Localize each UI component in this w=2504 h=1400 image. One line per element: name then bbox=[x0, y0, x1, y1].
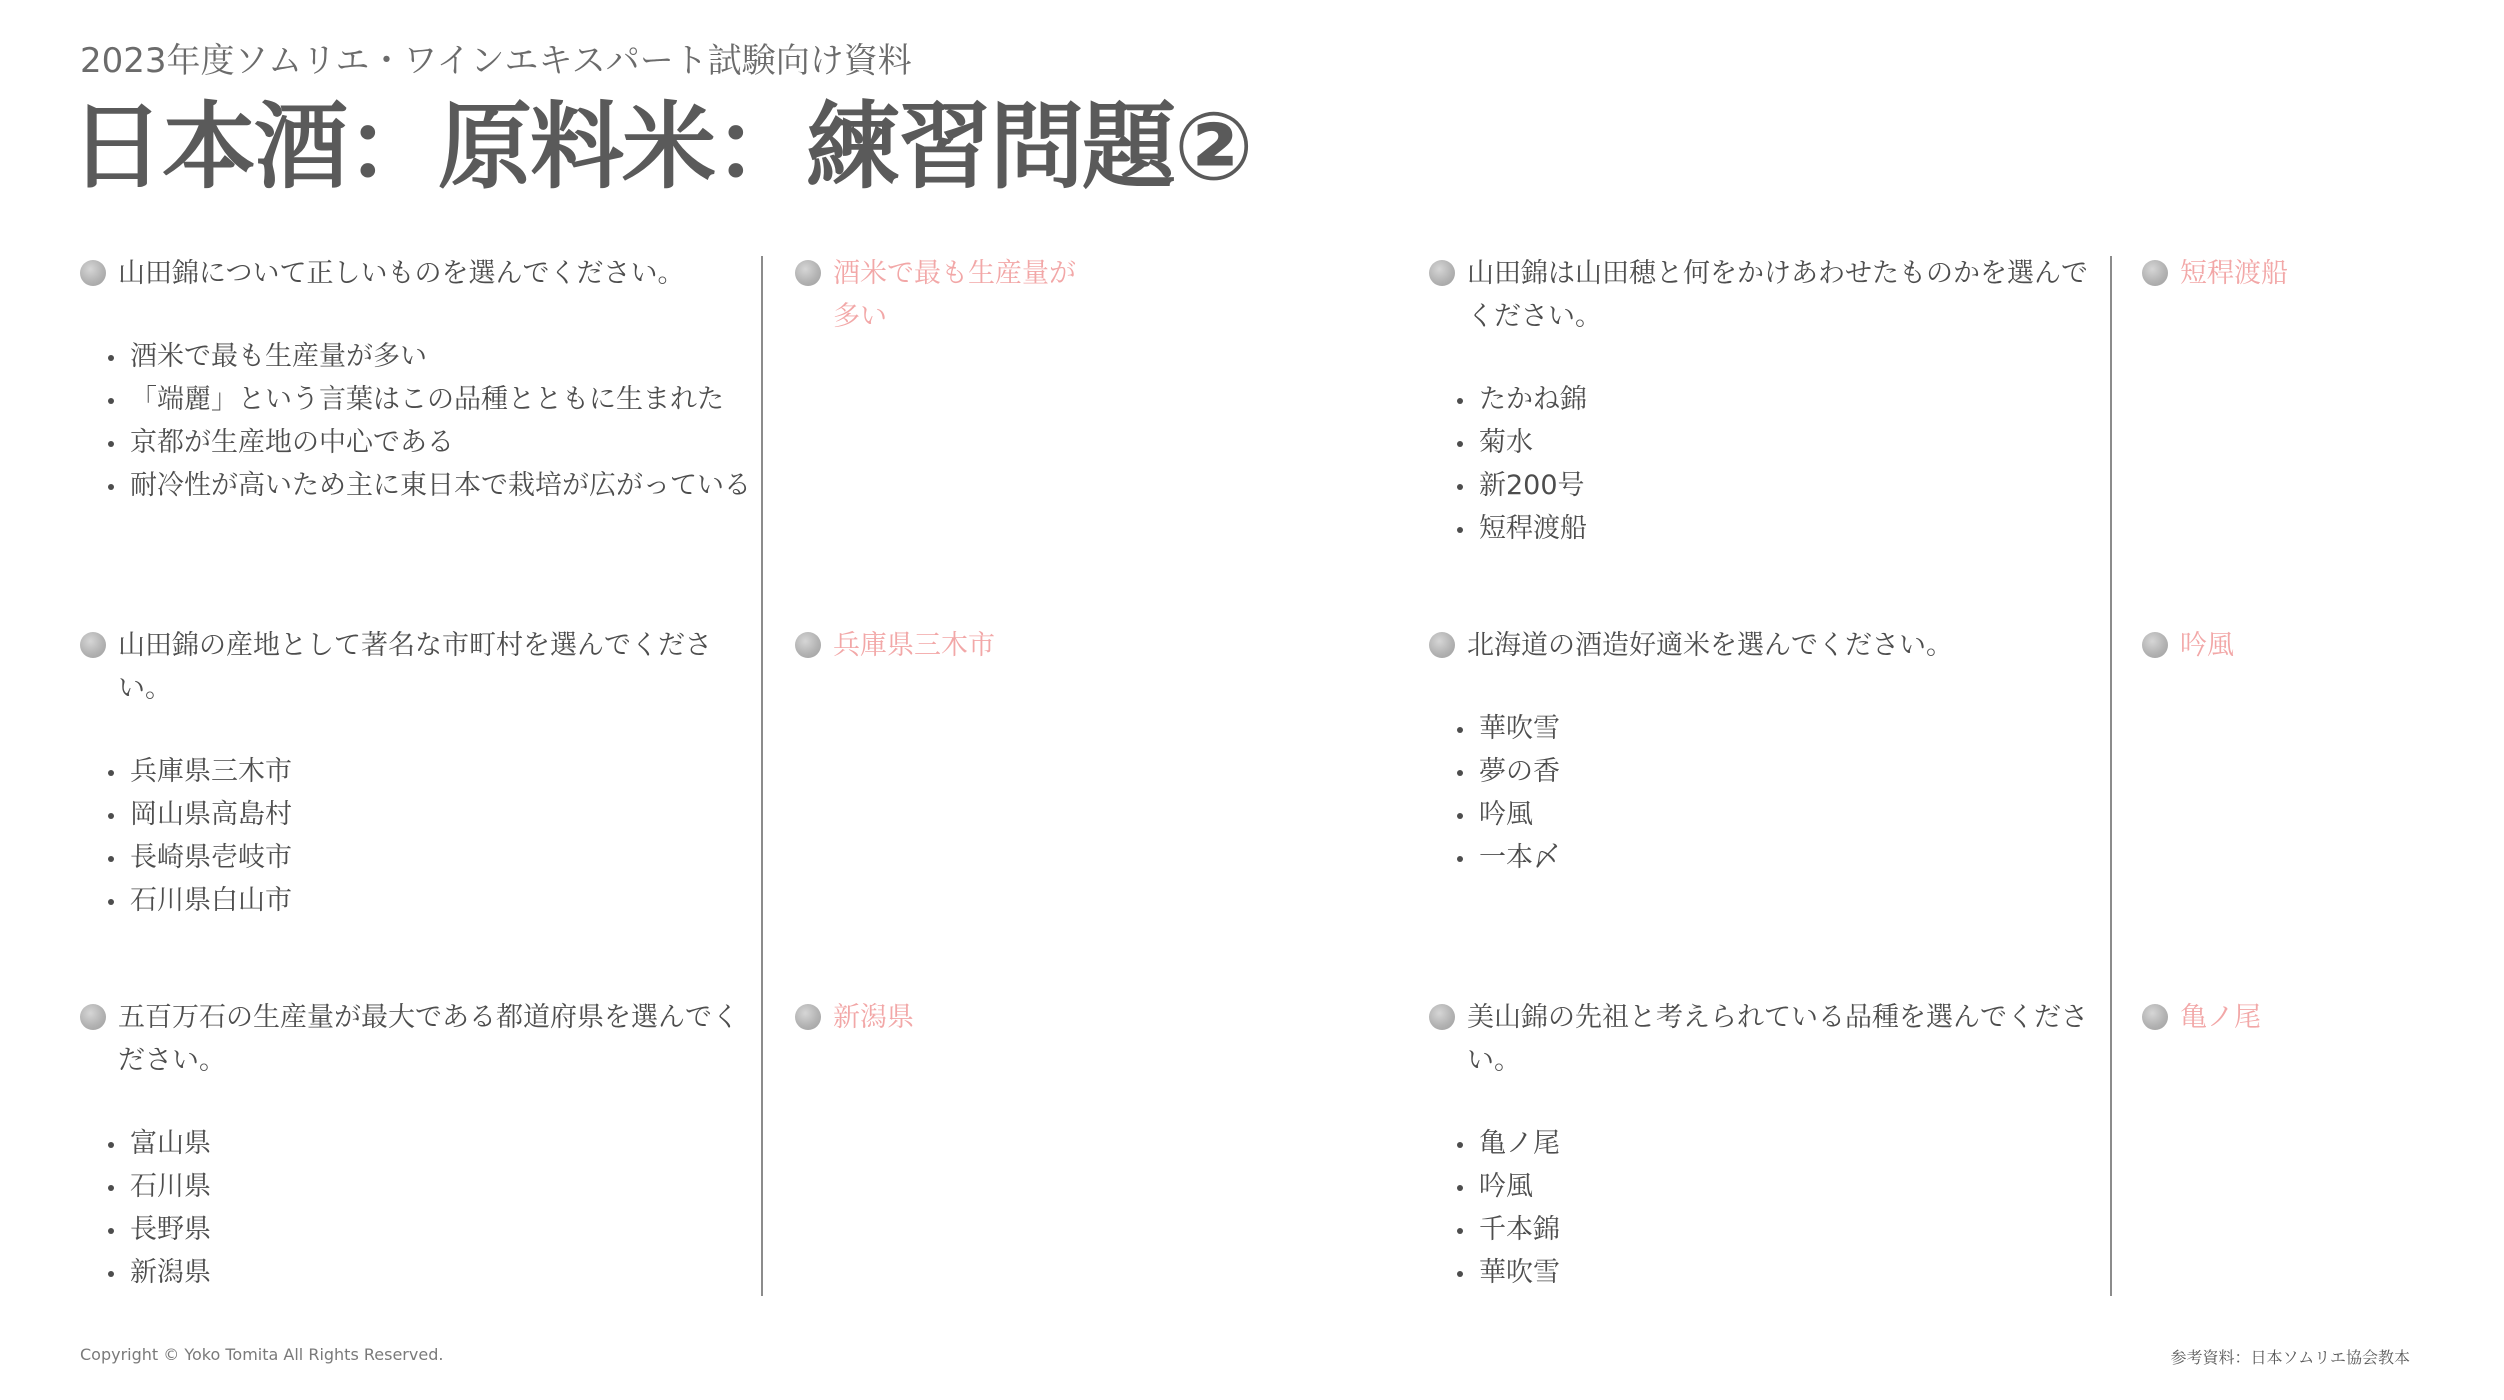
choice-item: 岡山県高島村 bbox=[108, 793, 752, 836]
question-block-6 bbox=[1429, 996, 2101, 1294]
choice-item: 石川県白山市 bbox=[108, 879, 752, 922]
question-block-1 bbox=[80, 252, 752, 507]
question-bullet-icon bbox=[80, 260, 106, 286]
question-text: 北海道の酒造好適米を選んでください。 bbox=[1467, 630, 1953, 661]
answer-bullet-icon bbox=[795, 632, 821, 658]
choice-item: 短稈渡船 bbox=[1457, 507, 2101, 550]
question-bullet-icon bbox=[80, 1004, 106, 1030]
choice-item: 京都が生産地の中心である bbox=[108, 421, 752, 464]
question-bullet-icon bbox=[1429, 1004, 1455, 1030]
choice-list bbox=[80, 750, 752, 922]
choice-item: 菊水 bbox=[1457, 421, 2101, 464]
choice-item: 石川県 bbox=[108, 1165, 752, 1208]
question-bullet-icon bbox=[1429, 632, 1455, 658]
question-bullet-icon bbox=[80, 632, 106, 658]
answer-block-3 bbox=[795, 996, 1195, 1039]
answer-text: 新潟県 bbox=[833, 1002, 914, 1033]
question-bullet-icon bbox=[1429, 260, 1455, 286]
choice-item: 一本〆 bbox=[1457, 836, 2101, 879]
question-text: 五百万石の生産量が最大である都道府県を選んでください。 bbox=[118, 1002, 739, 1076]
choice-list bbox=[1429, 707, 2101, 879]
question-text: 山田錦の産地として著名な市町村を選んでください。 bbox=[118, 630, 712, 704]
choice-item: 亀ノ尾 bbox=[1457, 1122, 2101, 1165]
answer-bullet-icon bbox=[2142, 632, 2168, 658]
choice-item: 兵庫県三木市 bbox=[108, 750, 752, 793]
answer-block-6 bbox=[2142, 996, 2462, 1039]
answer-bullet-icon bbox=[2142, 1004, 2168, 1030]
choice-list bbox=[1429, 1122, 2101, 1294]
choice-item: 吟風 bbox=[1457, 793, 2101, 836]
answer-block-4 bbox=[2142, 252, 2462, 295]
reference-note: 参考資料：日本ソムリエ協会教本 bbox=[2170, 1348, 2410, 1367]
answer-text: 亀ノ尾 bbox=[2180, 1002, 2261, 1033]
answer-bullet-icon bbox=[795, 260, 821, 286]
choice-list bbox=[80, 1122, 752, 1294]
question-block-4 bbox=[1429, 252, 2101, 550]
answer-text: 酒米で最も生産量が多い bbox=[833, 258, 1076, 332]
divider-left bbox=[761, 256, 763, 1296]
question-block-5 bbox=[1429, 624, 2101, 879]
choice-item: 「端麗」という言葉はこの品種とともに生まれた bbox=[108, 378, 752, 421]
answer-text: 吟風 bbox=[2180, 630, 2234, 661]
choice-list bbox=[1429, 378, 2101, 550]
page-title: 日本酒：原料米：練習問題② bbox=[70, 93, 1252, 202]
choice-item: 華吹雪 bbox=[1457, 707, 2101, 750]
choice-item: 長崎県壱岐市 bbox=[108, 836, 752, 879]
choice-item: 夢の香 bbox=[1457, 750, 2101, 793]
answer-text: 短稈渡船 bbox=[2180, 258, 2288, 289]
answer-block-5 bbox=[2142, 624, 2462, 667]
answer-block-2 bbox=[795, 624, 1195, 667]
answer-block-1 bbox=[795, 252, 1085, 338]
choice-item: 長野県 bbox=[108, 1208, 752, 1251]
choice-item: たかね錦 bbox=[1457, 378, 2101, 421]
question-text: 山田錦は山田穂と何をかけあわせたものかを選んでください。 bbox=[1467, 258, 2088, 332]
answer-text: 兵庫県三木市 bbox=[833, 630, 995, 661]
choice-item: 吟風 bbox=[1457, 1165, 2101, 1208]
choice-item: 耐冷性が高いため主に東日本で栽培が広がっている bbox=[108, 464, 752, 507]
divider-right bbox=[2110, 256, 2112, 1296]
choice-item: 千本錦 bbox=[1457, 1208, 2101, 1251]
deck-subtitle: 2023年度ソムリエ・ワインエキスパート試験向け資料 bbox=[80, 41, 912, 81]
choice-item: 新潟県 bbox=[108, 1251, 752, 1294]
copyright-notice: Copyright © Yoko Tomita All Rights Reserved. bbox=[80, 1345, 444, 1364]
choice-item: 酒米で最も生産量が多い bbox=[108, 335, 752, 378]
answer-bullet-icon bbox=[795, 1004, 821, 1030]
choice-item: 新200号 bbox=[1457, 464, 2101, 507]
choice-list bbox=[80, 335, 752, 507]
question-block-2 bbox=[80, 624, 752, 922]
question-block-3 bbox=[80, 996, 752, 1294]
choice-item: 富山県 bbox=[108, 1122, 752, 1165]
question-text: 山田錦について正しいものを選んでください。 bbox=[118, 258, 685, 289]
answer-bullet-icon bbox=[2142, 260, 2168, 286]
choice-item: 華吹雪 bbox=[1457, 1251, 2101, 1294]
question-text: 美山錦の先祖と考えられている品種を選んでください。 bbox=[1467, 1002, 2088, 1076]
